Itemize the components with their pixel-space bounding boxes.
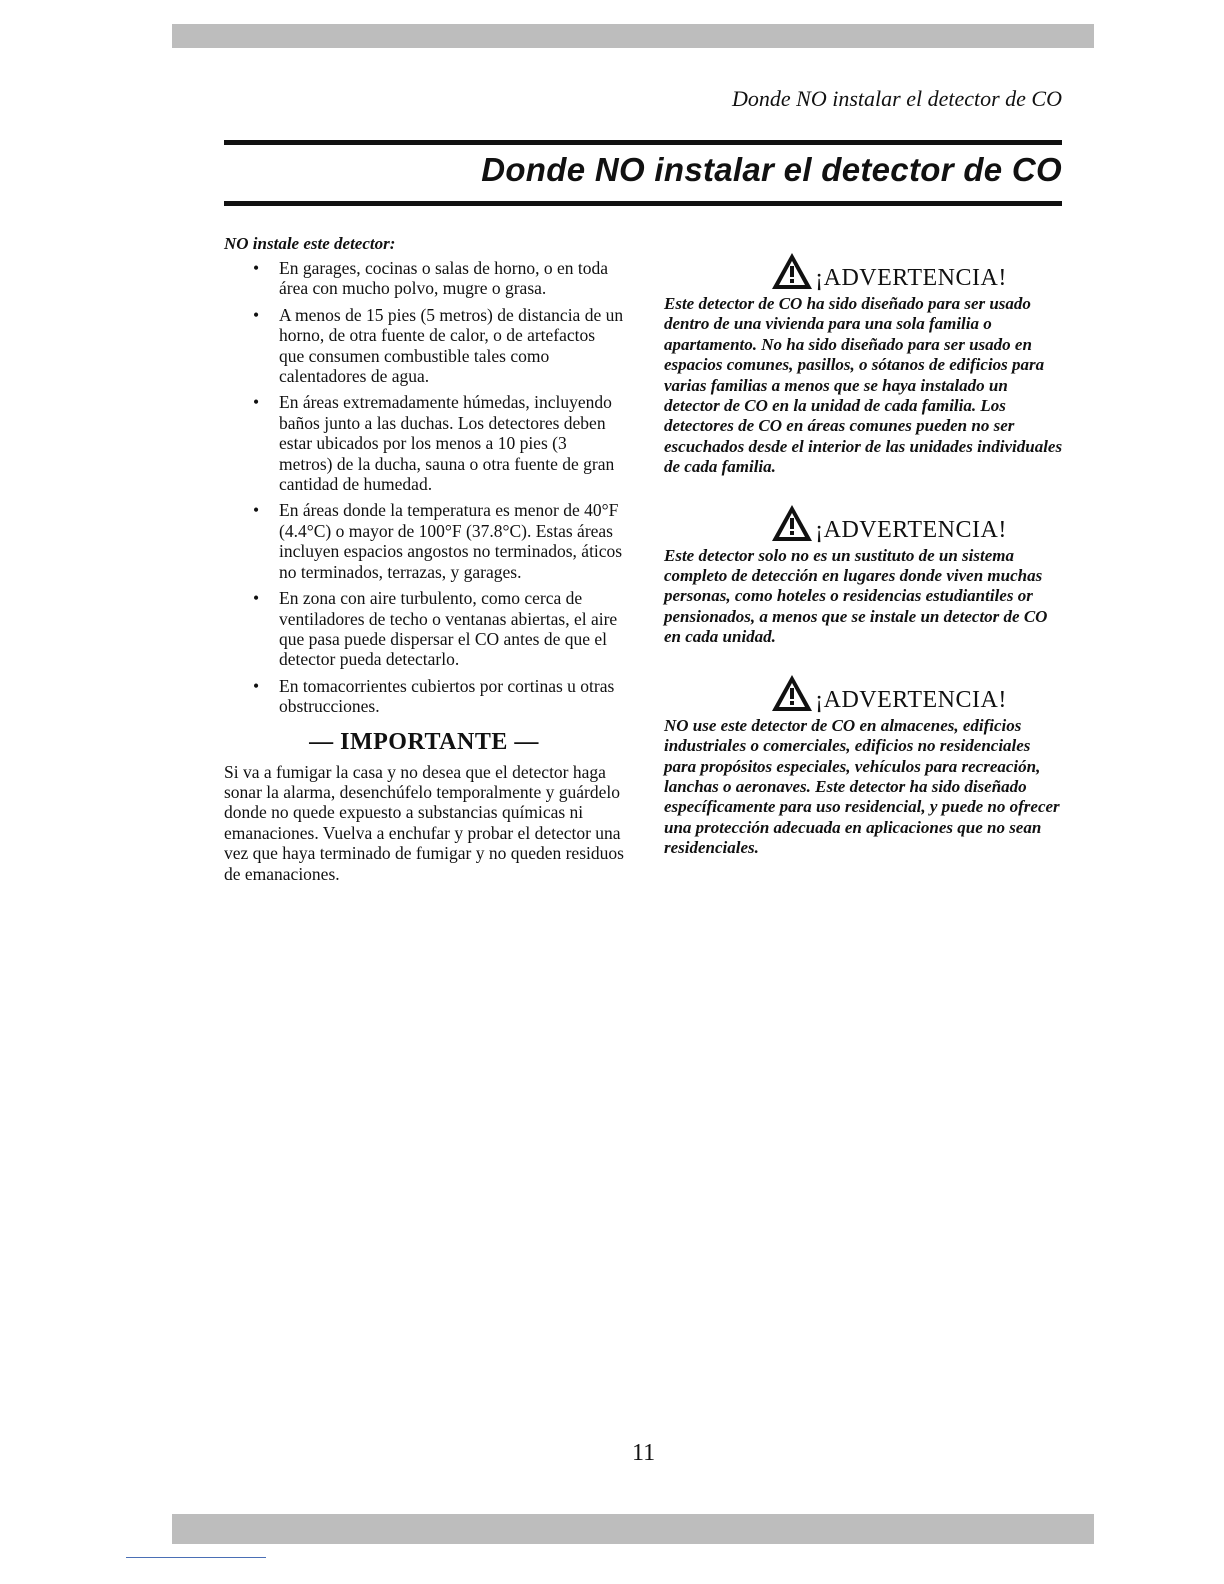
footer-line: [126, 1557, 266, 1558]
list-item: • A menos de 15 pies (5 metros) de distancia de un horno, de otra fuente de calor, o de artefactos que consumen combustible tales como calentadores de agua.: [224, 305, 624, 387]
warning-title: ¡ADVERTENCIA!: [815, 516, 1007, 543]
list-item: • En zona con aire turbulento, como cerca de ventiladores de techo o ventanas abiertas, el aire que pasa puede dispersar el CO antes de que el detector pueda detectarlo.: [224, 588, 624, 670]
list-item: • En garages, cocinas o salas de horno, o en toda área con mucho polvo, mugre o grasa.: [224, 258, 624, 299]
warning-title: ¡ADVERTENCIA!: [815, 265, 1007, 291]
warning-text: NO use este detector de CO en almacenes, edificios industriales o comerciales, edificios no residenciales para propósitos especiales, vehículos para recreación, lanchas o aeronaves. Este detector ha sido diseñado específicamente para uso residencial, y puede no ofrecer una protección adecuada en aplicaciones que no sean residenciales.: [664, 715, 1060, 858]
list-item: • En áreas extremadamente húmedas, incluyendo baños junto a las duchas. Los detectores deben estar ubicados por los menos a 10 pies (3 metros) de la ducha, sauna o otra fuente de gran cantidad de humedad.: [224, 392, 624, 494]
warning-text: Este detector de CO ha sido diseñado para ser usado dentro de una vivienda para una sola familia o apartamento. No ha sido diseñado para ser usado en espacios comunes, pasillos, o sótanos de edificios para varias familias a menos que se haya instalado un detector de CO en la unidad de cada familia. Los detectores de CO en áreas comunes pueden no ser escuchados desde el interior de las unidades individuales de cada familia.: [664, 294, 1063, 477]
page-number: 11: [632, 1440, 656, 1466]
warning-title: ¡ADVERTENCIA!: [815, 686, 1007, 713]
warning-heading: [714, 500, 1064, 542]
bottom-gray-bar: [172, 1514, 1094, 1544]
warning-block-3: [664, 670, 1064, 859]
warning-heading: [714, 670, 1064, 712]
list-item: • En tomacorrientes cubiertos por cortinas u otras obstrucciones.: [224, 676, 624, 717]
importante-heading: — IMPORTANTE —: [309, 728, 539, 755]
left-column: [224, 234, 624, 884]
warning-triangle-icon: [771, 252, 813, 290]
running-header: Donde NO instalar el detector de CO: [732, 86, 1062, 111]
warning-triangle-icon: [771, 674, 813, 712]
title-rule-top: [224, 140, 1062, 145]
title-rule-bottom: [224, 201, 1062, 206]
location-list: [224, 258, 624, 717]
warning-block-1: [664, 248, 1064, 478]
list-item: • En áreas donde la temperatura es menor de 40°F (4.4°C) o mayor de 100°F (37.8°C). Estas áreas incluyen espacios angostos no terminados, áticos no terminados, terrazas, y garages.: [224, 500, 624, 582]
top-gray-bar: [172, 24, 1094, 48]
warning-block-2: [664, 500, 1064, 648]
warning-text: Este detector solo no es un sustituto de un sistema completo de detección en lugares donde viven muchas personas, como hoteles o residencias estudiantiles or pensionados, a menos que se instale un detector de CO en cada unidad.: [664, 545, 1048, 647]
warning-triangle-icon: [771, 504, 813, 542]
intro-text: NO instale este detector:: [224, 234, 396, 253]
warning-heading: [714, 248, 1064, 290]
right-column: [664, 248, 1064, 881]
importante-text: Si va a fumigar la casa y no desea que el detector haga sonar la alarma, desenchúfelo temporalmente y guárdelo donde no quede expuesto a substancias químicas ni emanaciones. Vuelva a enchufar y probar el detector una vez que haya terminado de fumigar y no queden residuos de emanaciones.: [224, 761, 624, 884]
page-title: Donde NO instalar el detector de CO: [481, 151, 1062, 188]
